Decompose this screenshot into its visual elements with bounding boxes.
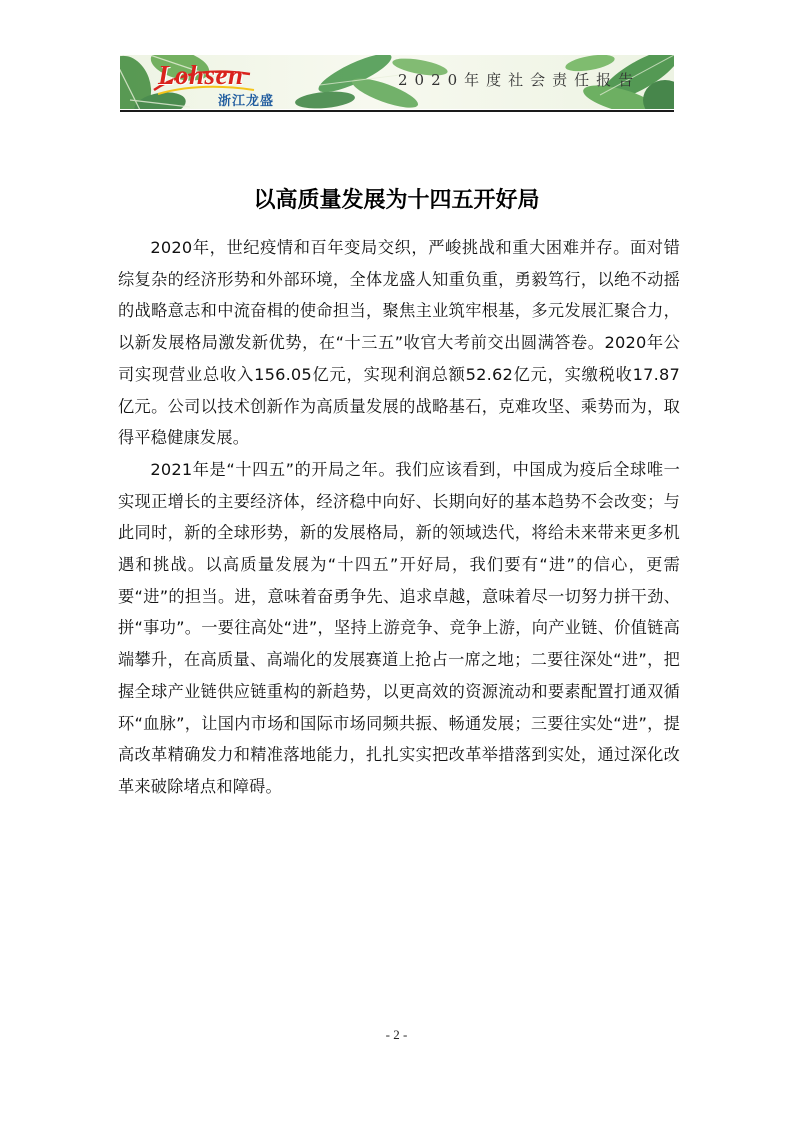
header-rule (120, 110, 674, 112)
page-number: - 2 - (385, 1027, 408, 1042)
report-title: 2020年度社会责任报告 (398, 71, 641, 89)
company-logo: Lohsen (158, 60, 244, 90)
paragraph-2: 2021年是“十四五”的开局之年。我们应该看到，中国成为疫后全球唯一实现正增长的主要经济体，经济稳中向好、长期向好的基本趋势不会改变；与此同时，新的全球形势，新的发展格局，新的领域迭代，将给未来带来更多机遇和挑战。以高质量发展为“十四五”开好局，我们要有“进”的信心，更需要“进”的担当。进，意味着奋勇争先、追求卓越，意味着尽一切努力拼干劲、拼“事功”。一要往高处“进”，坚持上游竞争、竞争上游，向产业链、价值链高端攀升，在高质量、高端化的发展赛道上抢占一席之地；二要往深处“进”，把握全球产业链供应链重构的新趋势，以更高效的资源流动和要素配置打通双循环“血脉”，让国内市场和国际市场同频共振、畅通发展；三要往实处“进”，提高改革精确发力和精准落地能力，扎扎实实把改革举措落到实处，通过深化改革来破除堵点和障碍。 (118, 459, 680, 796)
body-text (118, 232, 680, 803)
paragraph-1: 2020年，世纪疫情和百年变局交织，严峻挑战和重大困难并存。面对错综复杂的经济形势和外部环境，全体龙盛人知重负重，勇毅笃行，以绝不动摇的战略意志和中流奋楫的使命担当，聚焦主业筑牢根基，多元发展汇聚合力，以新发展格局激发新优势，在“十三五”收官大考前交出圆满答卷。2020年公司实现营业总收入156.05亿元，实现利润总额52.62亿元，实缴税收17.87亿元。公司以技术创新作为高质量发展的战略基石，克难攻坚、乘势而为，取得平稳健康发展。 (118, 238, 680, 448)
page-title: 以高质量发展为十四五开好局 (253, 188, 540, 213)
company-logo-cn: 浙江龙盛 (218, 94, 275, 109)
